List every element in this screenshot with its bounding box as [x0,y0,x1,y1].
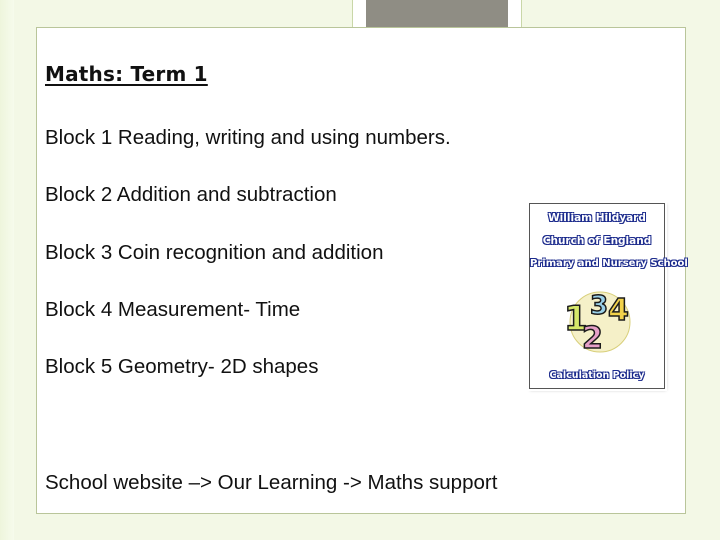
digit-2: 2 [582,321,603,356]
block-5-text: Block 5 Geometry- 2D shapes [45,355,319,378]
block-3-text: Block 3 Coin recognition and addition [45,241,384,264]
cover-school-type: Primary and Nursery School [530,258,688,269]
digit-4: 4 [608,293,629,328]
slide-title: Maths: Term 1 [45,62,208,86]
block-2-text: Block 2 Addition and subtraction [45,183,337,206]
block-1-text: Block 1 Reading, writing and using numbers. [45,126,451,149]
background-stripe [0,0,14,540]
cover-church-line: Church of England [542,235,652,247]
numbers-illustration [560,280,640,360]
cover-policy-title: Calculation Policy [549,370,645,381]
digit-1: 1 [564,299,588,339]
digit-3: 3 [590,291,609,321]
school-website-path: School website –> Our Learning -> Maths support [45,471,498,494]
block-4-text: Block 4 Measurement- Time [45,298,301,321]
cover-school-name: William Hildyard [548,212,646,224]
calculation-policy-cover-image [529,203,688,389]
